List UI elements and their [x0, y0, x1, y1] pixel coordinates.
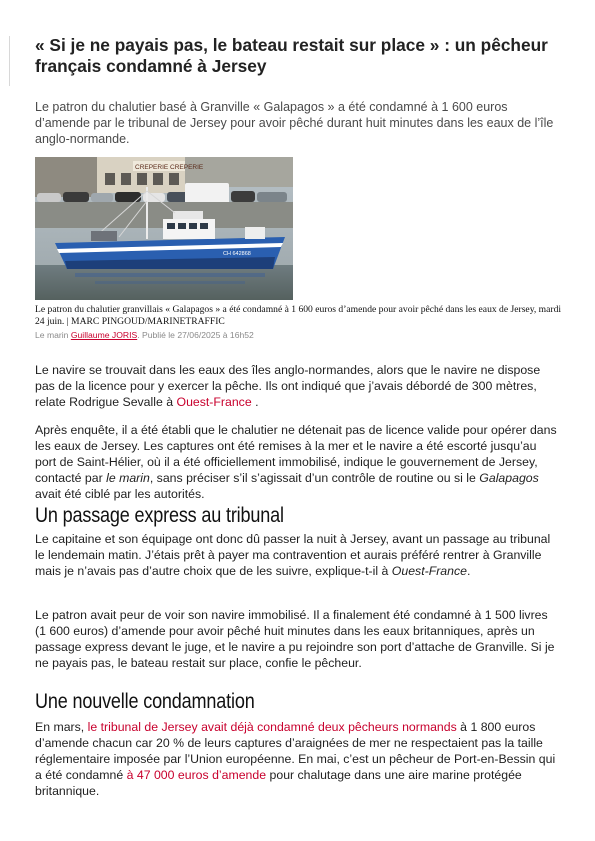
paragraph-5-text-c: pour chalutage dans une aire marine protégée britannique. [35, 768, 522, 798]
hull-mark-text: CH 642868 [223, 251, 251, 257]
paragraph-2 [35, 422, 560, 502]
ouest-france-link[interactable]: Ouest-France [176, 395, 252, 409]
paragraph-1-text: Le navire se trouvait dans les eaux des îles anglo-normandes, alors que le navire ne dispose pas de la licence pour y exercer la pêche. Ils ont indiqué que j’avais débordé de 300 mètres, relate Rodrigue Sevalle à [35, 363, 541, 409]
author-link[interactable]: Guillaume JORIS [70, 330, 138, 340]
paragraph-2-text-b: , sans préciser s’il s’agissait d’un contrôle de routine ou si le [149, 471, 480, 485]
article-lede: Le patron du chalutier basé à Granville « Galapagos » a été condamné à 1 600 euros d’amende par le tribunal de Jersey pour avoir pêché durant huit minutes dans les eaux de l’île anglo-normande. [35, 100, 554, 146]
paragraph-3-text-a: Le capitaine et son équipage ont donc dû passer la nuit à Jersey, avant un passage au tribunal le lendemain matin. J’étais prêt à payer ma contravention et aurais préféré rentrer à Granville mais je n’avais pas d’autre choix que de les suivre, explique-t-il à [35, 532, 551, 578]
paragraph-3-text-b: . [466, 564, 471, 578]
paragraph-2-text-a: Après enquête, il a été établi que le chalutier ne détenait pas de licence valide pour opérer dans les eaux de Jersey. Les captures ont été remises à la mer et le navire a été escorté jusqu’au port de Saint-Hélier, où il a été officiellement immobilisé, indique le gouvernement de Jersey, contacté par [35, 423, 557, 485]
paragraph-2-emphasis-2: Galapagos [479, 471, 539, 485]
paragraph-5-text-b: à 1 800 euros d’amende chacun car 20 % de leurs captures d’araignées de mer ne respectaient pas la taille réglementaire imposée par l’Union européenne. En mai, c’est un pêcheur de Port-en-Bessin qui a été condamné [35, 720, 556, 782]
paragraph-1 [35, 362, 560, 410]
paragraph-2-emphasis-1: le marin [106, 471, 150, 485]
article-photo[interactable] [35, 157, 293, 300]
article-headline: « Si je ne payais pas, le bateau restait sur place » : un pêcheur français condamné à Jersey [35, 35, 548, 76]
section-heading-condamnation: Une nouvelle condamnation [35, 690, 255, 713]
byline [35, 330, 565, 341]
jersey-tribunal-link[interactable]: le tribunal de Jersey avait déjà condamné deux pêcheurs normands [87, 720, 457, 734]
photo-caption: Le patron du chalutier granvillais « Galapagos » a été condamné à 1 600 euros d’amende pour avoir pêché dans les eaux de Jersey, mardi 24 juin. | MARC PINGOUD/MARINETRAFFIC [35, 304, 562, 327]
shop-sign-text: CREPERIE CREPERIE [135, 164, 204, 171]
publish-date: . Publié le 27/06/2025 à 16h52 [137, 330, 254, 340]
fine-47000-link[interactable]: à 47 000 euros d’amende [126, 768, 267, 782]
paragraph-3 [35, 531, 560, 579]
section-heading-tribunal: Un passage express au tribunal [35, 504, 284, 527]
paragraph-1-end: . [251, 395, 259, 409]
paragraph-2-text-c: avait été ciblé par les autorités. [35, 487, 205, 501]
paragraph-3-emphasis: Ouest-France [391, 564, 467, 578]
headline-rule [9, 36, 10, 86]
trawler-photo-image [35, 157, 293, 300]
paragraph-4: Le patron avait peur de voir son navire immobilisé. Il a finalement été condamné à 1 500 livres (1 600 euros) d’amende pour avoir pêché huit minutes dans les eaux britanniques, après un passage express devant le juge, et le navire a pu rejoindre son port d’attache de Granville. Si je ne payais pas, le bateau restait sur place, confie le pêcheur. [35, 608, 555, 670]
byline-prefix: Le marin [35, 330, 71, 340]
paragraph-5 [35, 719, 560, 799]
paragraph-5-text-a: En mars, [35, 720, 88, 734]
